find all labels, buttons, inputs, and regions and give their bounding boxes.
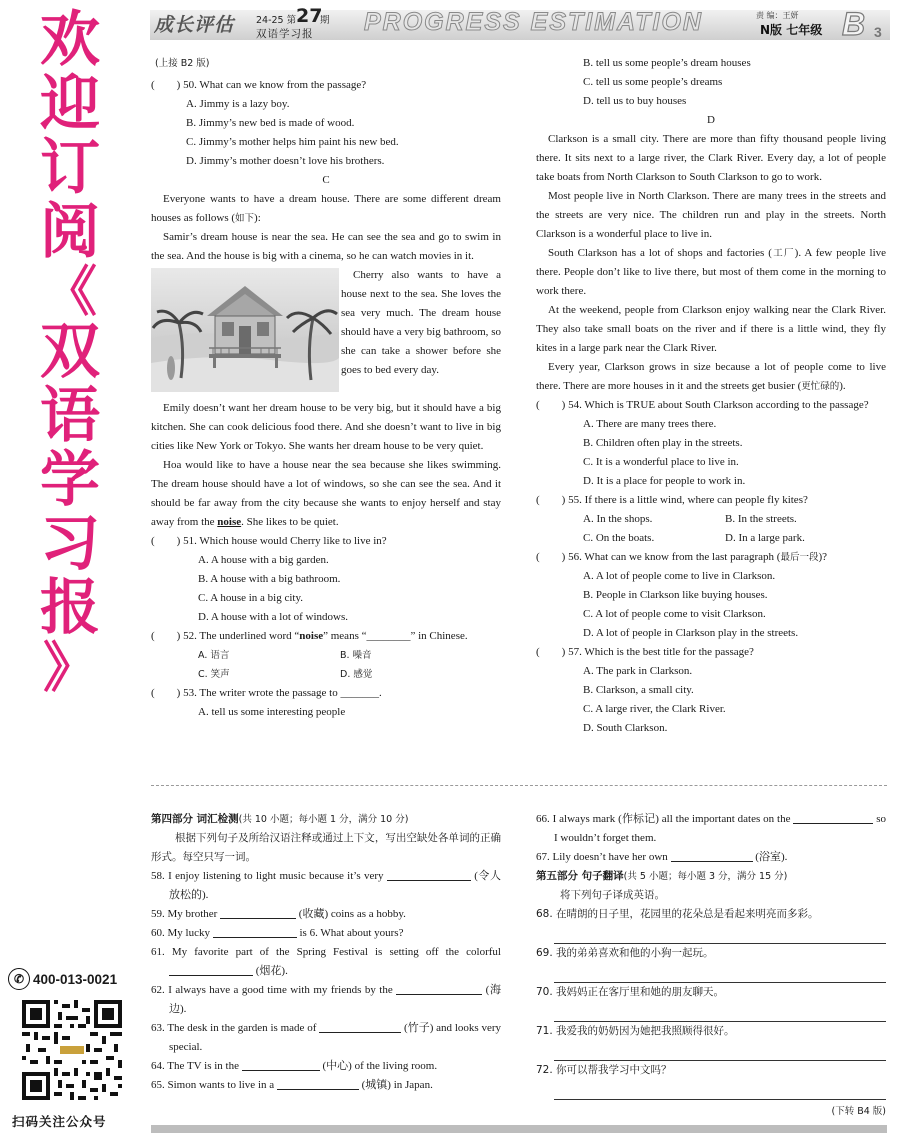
issue-year: 24-25 第 (256, 15, 297, 26)
passage-paragraph: Emily doesn’t want her dream house to be very big, but it should have a big kitchen. She can cook delicious food there. And she doesn’t want to live in big cities like New York or Tokyo. She wants her dream house to be very quiet. (151, 402, 501, 452)
option-row: A. In the shops. B. In the streets. (583, 513, 797, 525)
option: A. A house with a big garden. (198, 554, 329, 566)
option: C. tell us some people’s dreams (583, 76, 723, 88)
translation-item: 72. 你可以帮我学习中文吗？ (536, 1064, 672, 1076)
option: A. The park in Clarkson. (583, 665, 693, 677)
answer-blank[interactable] (387, 868, 471, 881)
option: C. It is a wonderful place to live in. (583, 456, 739, 468)
promo-char: 迎 (40, 69, 100, 139)
answer-line[interactable] (554, 1041, 886, 1061)
answer-line[interactable] (554, 924, 886, 944)
issue-number: 27 (296, 5, 323, 27)
promo-column (0, 0, 140, 1134)
qr-caption: 扫码关注公众号 (12, 1114, 107, 1129)
passage-paragraph: Every year, Clarkson grows in size because a lot of people come to live there. There are more houses in it and the streets get busier (更忙碌的). (536, 361, 886, 392)
vocab-item: 62. I always have a good time with my friends by the (海边). (151, 984, 501, 1015)
edition-label: N版 七年级 (760, 23, 823, 37)
question-stem: ( ) 53. The writer wrote the passage to _______. (151, 687, 382, 699)
answer-blank[interactable] (169, 963, 253, 976)
page-letter: B (842, 6, 866, 42)
promo-char: 学 (40, 445, 100, 515)
option: D. Jimmy’s mother doesn’t love his brothers. (186, 155, 385, 167)
vocab-item: 63. The desk in the garden is made of (竹子) and looks very special. (151, 1022, 502, 1053)
answer-line[interactable] (554, 1002, 886, 1022)
question-stem: ( ) 54. Which is TRUE about South Clarkson according to the passage? (536, 399, 869, 411)
passage-letter: D (707, 114, 715, 126)
hotline-number: 400-013-0021 (33, 971, 118, 987)
promo-char: 欢 (40, 5, 100, 75)
translation-item: 70. 我妈妈正在客厅里和她的朋友聊天。 (536, 986, 725, 998)
question-stem: ( ) 51. Which house would Cherry like to live in? (151, 535, 387, 547)
answer-line[interactable] (554, 963, 886, 983)
hotline (8, 968, 117, 990)
question-stem: ( ) 55. If there is a little wind, where can people fly kites? (536, 494, 808, 506)
passage-paragraph: Most people live in North Clarkson. There are many trees in the streets and the streets are very nice. The children run and play in the streets. North Clarkson is a wonderful place to live in. (536, 190, 886, 240)
option-row: C. 笑声 D. 感觉 (198, 669, 373, 680)
part5-instruction: 将下列句子译成英语。 (560, 889, 665, 901)
promo-char: 报 (40, 573, 100, 643)
vocab-list (151, 867, 501, 1095)
passage-paragraph: Samir’s dream house is near the sea. He can see the sea and go to swim in the sea. And the house is big with a cinema, so he can watch movies in it. (151, 231, 501, 262)
answer-blank[interactable] (242, 1058, 320, 1071)
promo-char: 阅 (40, 197, 100, 267)
option-row: C. On the boats. D. In a large park. (583, 532, 805, 544)
option: A. tell us some interesting people (198, 706, 346, 718)
option: A. Jimmy is a lazy boy. (186, 98, 290, 110)
continued-to: (下转 B4 版) (831, 1106, 886, 1117)
translation-item: 68. 在晴朗的日子里，花园里的花朵总是看起来明亮而多彩。 (536, 908, 819, 920)
issue-unit: 期 (320, 15, 330, 26)
translation-item: 71. 我爱我的奶奶因为她把我照顾得很好。 (536, 1025, 735, 1037)
vocab-list-continued (536, 810, 886, 867)
option: B. Children often play in the streets. (583, 437, 743, 449)
progress-title: PROGRESS ESTIMATION (364, 8, 703, 36)
masthead (150, 6, 890, 46)
continued-from: (上接 B2 版) (155, 58, 210, 69)
option: D. A lot of people in Clarkson play in the streets. (583, 627, 799, 639)
option: A. A lot of people come to live in Clarkson. (583, 570, 776, 582)
option: D. A house with a lot of windows. (198, 611, 349, 623)
vocabulary-section (151, 810, 501, 1095)
paper-name: 双语学习报 (256, 28, 314, 40)
translation-list (536, 905, 886, 1100)
translation-section (536, 810, 886, 1121)
editor-credit: 责 编：王妍 (756, 11, 799, 20)
footer-bar (151, 1125, 887, 1133)
answer-blank[interactable] (396, 982, 482, 995)
option-row: A. 语言 B. 噪音 (198, 650, 372, 661)
passage-paragraph: Clarkson is a small city. There are more than fifty thousand people living there. It sits next to a large river, the Clark River. Every day, a lot of people take boats from North Clarkson to South Clarkson to go to work. (536, 133, 886, 183)
promo-char: 语 (40, 381, 100, 451)
option: C. A house in a big city. (198, 592, 304, 604)
part4-header: 第四部分 词汇检测(共 10 小题；每小题 1 分，满分 10 分) (151, 813, 409, 825)
answer-blank[interactable] (220, 906, 296, 919)
translation-item: 69. 我的弟弟喜欢和他的小狗一起玩。 (536, 947, 714, 959)
option: D. tell us to buy houses (583, 95, 687, 107)
vocab-item: 58. I enjoy listening to light music because it’s very (令人放松的). (151, 870, 502, 901)
question-stem: ( ) 50. What can we know from the passage? (151, 79, 367, 91)
vocab-item: 66. I always mark (作标记) all the important dates on the so I wouldn’t forget them. (536, 813, 886, 844)
option: B. tell us some people’s dream houses (583, 57, 751, 69)
option: B. Jimmy’s new bed is made of wood. (186, 117, 355, 129)
part5-header: 第五部分 句子翻译(共 5 小题；每小题 3 分，满分 15 分) (536, 870, 788, 882)
vocab-item: 60. My lucky is 6. What about yours? (151, 927, 404, 939)
promo-title (22, 5, 118, 699)
question-stem: ( ) 56. What can we know from the last paragraph (最后一段)? (536, 551, 828, 563)
passage-paragraph: Cherry also wants to have a house next to the sea. She loves the sea very much. The dream house should have a very big bathroom, so she can take a shower before she goes to bed every day. (341, 269, 501, 376)
promo-bracket-close: 》 (43, 636, 97, 699)
option: D. South Clarkson. (583, 722, 668, 734)
brand-logo: 成长评估 (154, 14, 235, 36)
answer-blank[interactable] (213, 925, 297, 938)
option: C. A lot of people come to visit Clarkson. (583, 608, 766, 620)
passage-paragraph: South Clarkson has a lot of shops and factories (工厂). A few people live there. People don’t like to live there, but most of them come in the morning to work there. (536, 247, 887, 297)
vocab-item: 65. Simon wants to live in a (城镇) in Japan. (151, 1079, 433, 1091)
question-stem: ( ) 52. The underlined word “noise” means “________” in Chinese. (151, 630, 468, 642)
vocab-item: 61. My favorite part of the Spring Festival is setting off the colorful (烟花). (151, 946, 501, 977)
promo-char: 双 (40, 317, 100, 387)
option: B. A house with a big bathroom. (198, 573, 341, 585)
passage-paragraph: At the weekend, people from Clarkson enjoy walking near the Clark River. They also take small boats on the river and if there is a little wind, they fly kites in a large park near the Clark River. (536, 304, 886, 354)
answer-blank[interactable] (793, 811, 873, 824)
question-stem: ( ) 57. Which is the best title for the passage? (536, 646, 754, 658)
vocab-item: 67. Lily doesn’t have her own (浴室). (536, 851, 788, 863)
vocab-item: 64. The TV is in the (中心) of the living room. (151, 1060, 438, 1072)
vocab-item: 59. My brother (收藏) coins as a hobby. (151, 908, 406, 920)
page-number: 3 (874, 24, 882, 40)
passage-paragraph: Hoa would like to have a house near the sea because she likes swimming. The dream house should have a lot of windows, so she can see the sea. And it should be far away from the city because she wants to enjoy herself and stay away from the noise. She likes to be quiet. (151, 459, 501, 528)
option: C. A large river, the Clark River. (583, 703, 726, 715)
option: B. Clarkson, a small city. (583, 684, 694, 696)
promo-char: 习 (40, 509, 100, 579)
option: D. It is a place for people to work in. (583, 475, 746, 487)
beach-house-illustration (151, 268, 339, 392)
promo-bracket-open: 《 (43, 260, 97, 323)
passage-letter: C (322, 174, 330, 186)
promo-char: 订 (40, 133, 100, 203)
section-divider (151, 785, 887, 786)
passage-paragraph: Everyone wants to have a dream house. There are some different dream houses as follows (如下): (151, 193, 501, 224)
qr-code[interactable] (22, 1000, 122, 1100)
phone-icon: ✆ (8, 968, 30, 990)
option: B. People in Clarkson like buying houses. (583, 589, 768, 601)
answer-line[interactable] (554, 1080, 886, 1100)
answer-blank[interactable] (319, 1020, 401, 1033)
answer-blank[interactable] (671, 849, 753, 862)
option: A. There are many trees there. (583, 418, 717, 430)
option: C. Jimmy’s mother helps him paint his new bed. (186, 136, 399, 148)
answer-blank[interactable] (277, 1077, 359, 1090)
part4-instruction: 根据下列句子及所给汉语注释或通过上下文，写出空缺处各单词的正确形式。每空只写一词。 (151, 832, 501, 863)
underlined-word: noise (217, 516, 242, 528)
reading-column-right (536, 54, 886, 738)
